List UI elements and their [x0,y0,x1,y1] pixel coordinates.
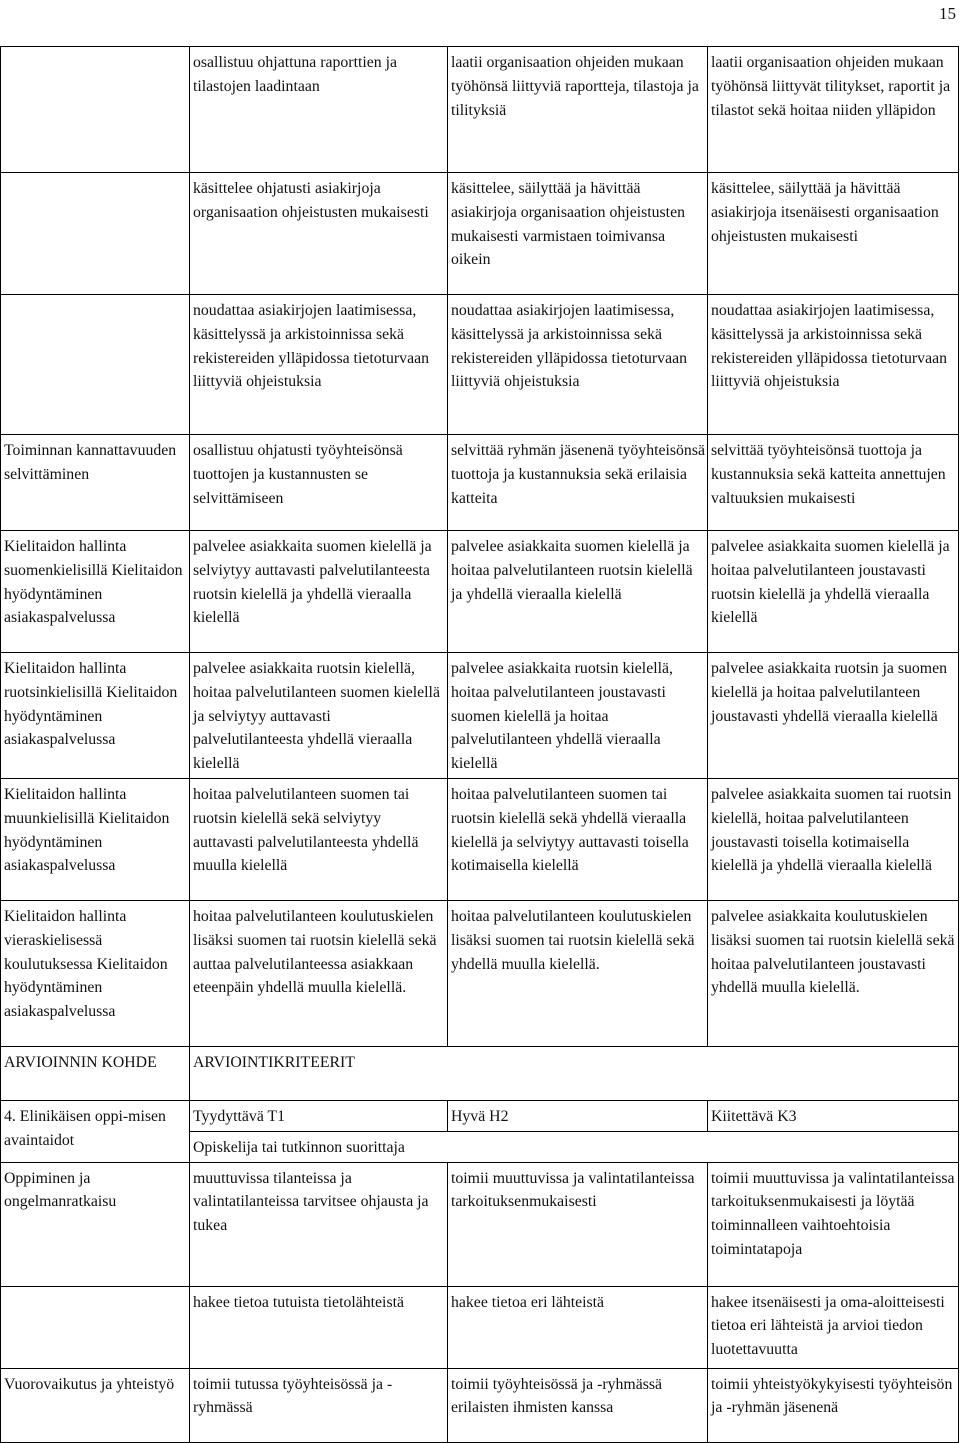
criteria-t1-cell: toimii tutussa työyhteisössä ja -ryhmässä [190,1368,448,1442]
assessment-criteria-heading: ARVIOINTIKRITEERIT [190,1046,959,1100]
table-row [1,1162,959,1286]
criteria-h2-cell: hoitaa palvelutilanteen koulutuskielen lisäksi suomen tai ruotsin kielellä sekä yhdellä muulla kielellä. [448,900,708,1046]
criteria-t1-cell: noudattaa asiakirjojen laatimisessa, käsittelyssä ja arkistoinnissa sekä rekistereiden ylläpidossa tietoturvaan liittyviä ohjeistuksia [190,295,448,435]
assessment-criteria-table [0,46,959,1443]
criteria-t1-cell: käsittelee ohjatusti asiakirjoja organisaation ohjeistusten mukaisesti [190,173,448,295]
criteria-t1-cell: osallistuu ohjatusti työyhteisönsä tuottojen ja kustannusten se selvittämiseen [190,435,448,531]
page-number: 15 [939,4,956,23]
criteria-k3-cell: palvelee asiakkaita suomen kielellä ja hoitaa palvelutilanteen joustavasti ruotsin kielellä ja yhdellä vieraalla kielellä [708,531,959,653]
table-row [1,531,959,653]
grade-h2-heading: Hyvä H2 [448,1100,708,1131]
criteria-k3-cell: palvelee asiakkaita koulutuskielen lisäksi suomen tai ruotsin kielellä sekä hoitaa palvelutilanteen joustavasti yhdellä muulla kielellä. [708,900,959,1046]
criteria-h2-cell: hakee tietoa eri lähteistä [448,1286,708,1368]
target-cell: Kielitaidon hallinta muunkielisillä Kielitaidon hyödyntäminen asiakaspalvelussa [1,778,190,900]
grade-header-row [1,1100,959,1131]
assessment-target-heading: ARVIOINNIN KOHDE [1,1046,190,1100]
section-header-row [1,1046,959,1100]
target-cell [1,1286,190,1368]
criteria-k3-cell: toimii muuttuvissa ja valintatilanteissa tarkoituksenmukaisesti ja löytää toiminnalleen vaihtoehtoisia toimintatapoja [708,1162,959,1286]
criteria-t1-cell: osallistuu ohjattuna raporttien ja tilastojen laadintaan [190,47,448,173]
criteria-k3-cell: selvittää työyhteisönsä tuottoja ja kustannuksia sekä katteita annettujen valtuuksien mukaisesti [708,435,959,531]
target-cell: Kielitaidon hallinta ruotsinkielisillä Kielitaidon hyödyntäminen asiakaspalvelussa [1,653,190,779]
criteria-k3-cell: laatii organisaation ohjeiden mukaan työhönsä liittyvät tilitykset, raportit ja tilastot sekä hoitaa niiden ylläpidon [708,47,959,173]
table-row [1,1286,959,1368]
criteria-h2-cell: palvelee asiakkaita ruotsin kielellä, hoitaa palvelutilanteen joustavasti suomen kielellä ja hoitaa palvelutilanteen yhdellä vieraalla kielellä [448,653,708,779]
criteria-k3-cell: palvelee asiakkaita suomen tai ruotsin kielellä, hoitaa palvelutilanteen joustavasti toisella kotimaisella kielellä ja yhdellä vieraalla kielellä [708,778,959,900]
target-cell: Oppiminen ja ongelmanratkaisu [1,1162,190,1286]
criteria-t1-cell: hakee tietoa tutuista tietolähteistä [190,1286,448,1368]
criteria-t1-cell: palvelee asiakkaita ruotsin kielellä, hoitaa palvelutilanteen suomen kielellä ja selviytyy auttavasti palvelutilanteesta yhdellä vieraalla kielellä [190,653,448,779]
criteria-t1-cell: hoitaa palvelutilanteen suomen tai ruotsin kielellä sekä selviytyy auttavasti palvelutilanteesta yhdellä muulla kielellä [190,778,448,900]
target-cell: Kielitaidon hallinta suomenkielisillä Kielitaidon hyödyntäminen asiakaspalvelussa [1,531,190,653]
criteria-k3-cell: palvelee asiakkaita ruotsin ja suomen kielellä ja hoitaa palvelutilanteen joustavasti yhdellä vieraalla kielellä [708,653,959,779]
criteria-h2-cell: hoitaa palvelutilanteen suomen tai ruotsin kielellä sekä yhdellä vieraalla kielellä ja selviytyy auttavasti toisella kotimaisella kielellä [448,778,708,900]
grade-k3-heading: Kiitettävä K3 [708,1100,959,1131]
table-row [1,653,959,779]
criteria-k3-cell: noudattaa asiakirjojen laatimisessa, käsittelyssä ja arkistoinnissa sekä rekistereiden ylläpidossa tietoturvaan liittyviä ohjeistuksia [708,295,959,435]
table-row [1,778,959,900]
target-cell: Kielitaidon hallinta vieraskielisessä koulutuksessa Kielitaidon hyödyntäminen asiakaspalvelussa [1,900,190,1046]
criteria-h2-cell: selvittää ryhmän jäsenenä työyhteisönsä tuottoja ja kustannuksia sekä erilaisia katteita [448,435,708,531]
table-row [1,435,959,531]
criteria-h2-cell: toimii työyhteisössä ja -ryhmässä erilaisten ihmisten kanssa [448,1368,708,1442]
grade-t1-heading: Tyydyttävä T1 [190,1100,448,1131]
criteria-t1-cell: muuttuvissa tilanteissa ja valintatilanteissa tarvitsee ohjausta ja tukea [190,1162,448,1286]
criteria-k3-cell: toimii yhteistyökykyisesti työyhteisön ja -ryhmän jäsenenä [708,1368,959,1442]
criteria-k3-cell: käsittelee, säilyttää ja hävittää asiakirjoja itsenäisesti organisaation ohjeistusten mukaisesti [708,173,959,295]
table-row [1,47,959,173]
target-cell [1,173,190,295]
criteria-h2-cell: toimii muuttuvissa ja valintatilanteissa tarkoituksenmukaisesti [448,1162,708,1286]
table-row [1,1368,959,1442]
criteria-h2-cell: palvelee asiakkaita suomen kielellä ja hoitaa palvelutilanteen ruotsin kielellä ja yhdellä vieraalla kielellä [448,531,708,653]
target-cell [1,47,190,173]
section-title: 4. Elinikäisen oppi-misen avaintaidot [1,1100,190,1162]
criteria-t1-cell: hoitaa palvelutilanteen koulutuskielen lisäksi suomen tai ruotsin kielellä sekä auttaa palvelutilanteessa asiakkaan eteenpäin yhdellä muulla kielellä. [190,900,448,1046]
table-row [1,900,959,1046]
table-row [1,295,959,435]
table-row [1,173,959,295]
target-cell: Vuorovaikutus ja yhteistyö [1,1368,190,1442]
criteria-h2-cell: laatii organisaation ohjeiden mukaan työhönsä liittyviä raportteja, tilastoja ja tilityksiä [448,47,708,173]
criteria-h2-cell: käsittelee, säilyttää ja hävittää asiakirjoja organisaation ohjeistusten mukaisesti varmistaen toimivansa oikein [448,173,708,295]
criteria-h2-cell: noudattaa asiakirjojen laatimisessa, käsittelyssä ja arkistoinnissa sekä rekistereiden ylläpidossa tietoturvaan liittyviä ohjeistuksia [448,295,708,435]
target-cell: Toiminnan kannattavuuden selvittäminen [1,435,190,531]
student-intro: Opiskelija tai tutkinnon suorittaja [190,1131,959,1162]
criteria-t1-cell: palvelee asiakkaita suomen kielellä ja selviytyy auttavasti palvelutilanteesta ruotsin kielellä ja yhdellä vieraalla kielellä [190,531,448,653]
target-cell [1,295,190,435]
criteria-k3-cell: hakee itsenäisesti ja oma-aloitteisesti tietoa eri lähteistä ja arvioi tiedon luotettavuutta [708,1286,959,1368]
